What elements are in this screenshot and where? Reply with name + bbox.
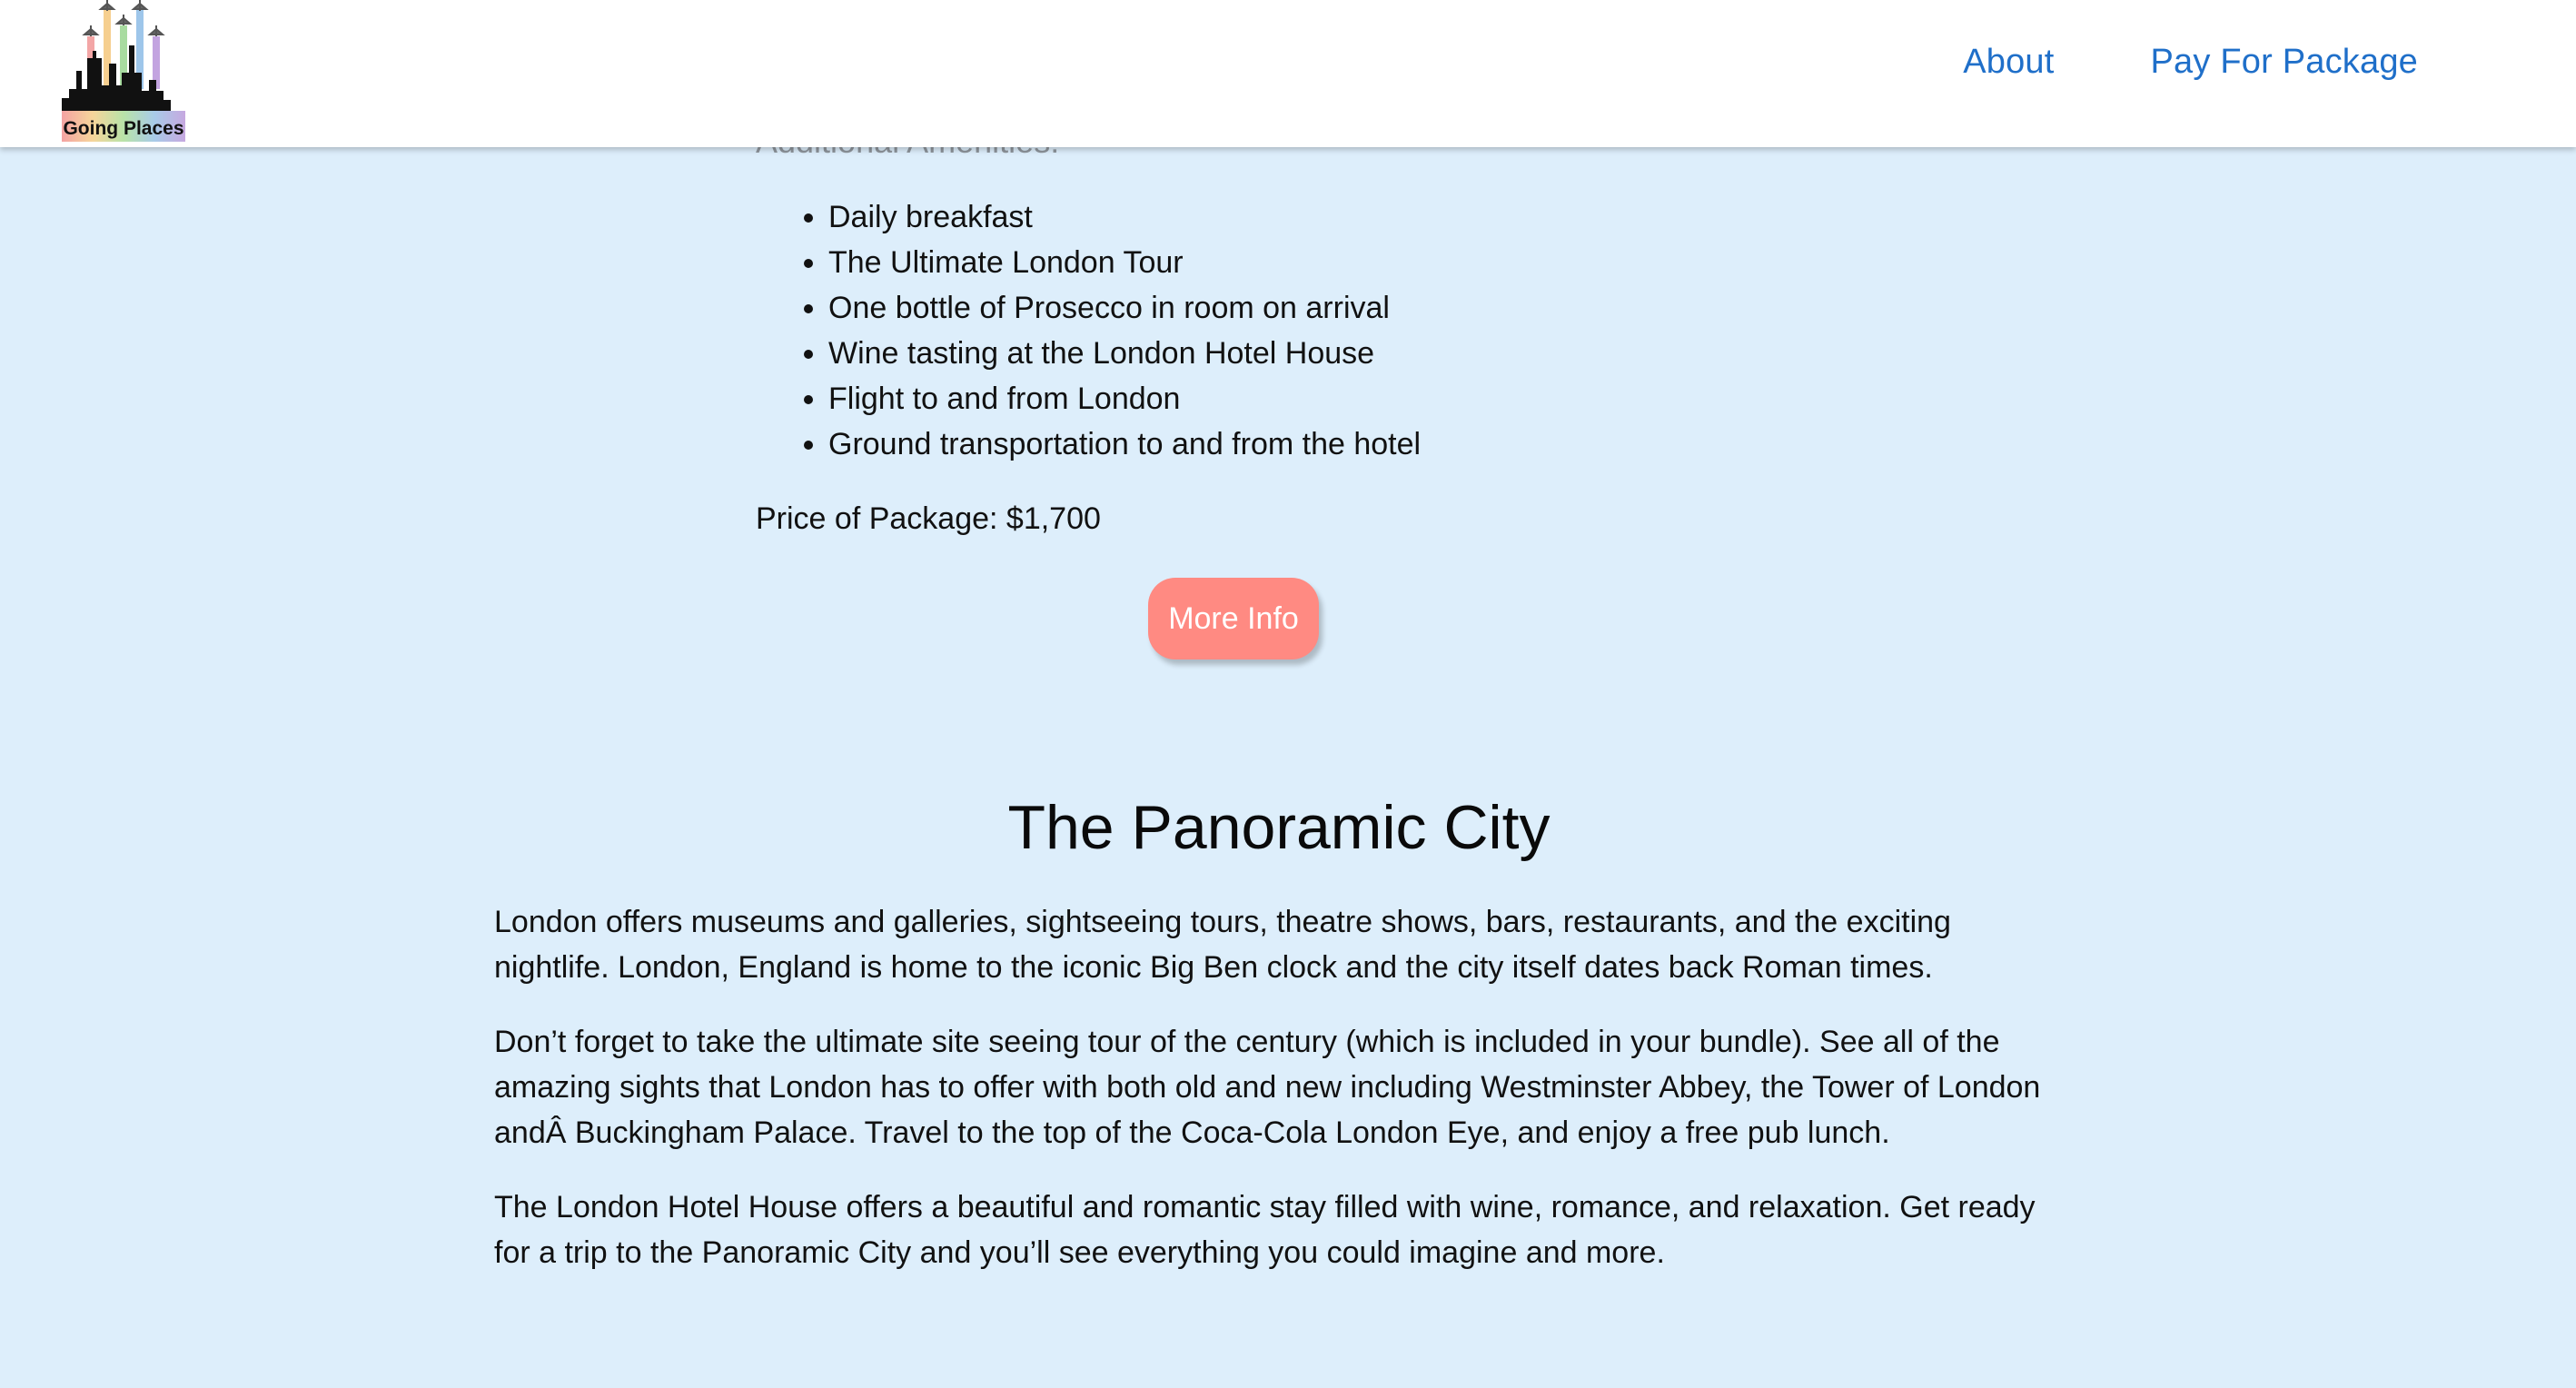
section-paragraph: The London Hotel House offers a beautiful and romantic stay filled with wine, romance, and relaxation. Get ready for a trip to the Panoramic City and you’ll see everything you could imagine and more.	[494, 1190, 2036, 1270]
package-price: Price of Package: $1,700	[756, 501, 1101, 536]
amenity-item: • One bottle of Prosecco in room on arrival	[828, 285, 1421, 331]
main-nav	[1963, 0, 2576, 124]
nav-pay-for-package-link[interactable]: Pay For Package	[2150, 42, 2418, 81]
amenity-item: • Daily breakfast	[828, 194, 1421, 240]
section-paragraph: Don’t forget to take the ultimate site seeing tour of the century (which is included in your bundle). See all of the amazing sights that London has to offer with both old and new including Westminster Abbey, the Tower of London andÂ Buckingham Palace. Travel to the top of the Coca-Cola London Eye, and enjoy a free pub lunch.	[494, 1025, 2041, 1150]
more-info-button[interactable]: More Info	[1148, 578, 1319, 659]
amenity-item: • The Ultimate London Tour	[828, 240, 1421, 285]
amenity-item: • Ground transportation to and from the hotel	[828, 421, 1421, 467]
amenity-item: • Flight to and from London	[828, 376, 1421, 421]
section-body	[494, 899, 2056, 1304]
logo-text: Going Places	[63, 118, 184, 139]
section-paragraph: London offers museums and galleries, sightseeing tours, theatre shows, bars, restaurants, and the exciting nightlife. London, England is home to the iconic Big Ben clock and the city itself dates back Roman times.	[494, 905, 1951, 985]
nav-about-link[interactable]: About	[1963, 42, 2055, 81]
going-places-logo[interactable]	[60, 0, 187, 144]
amenities-list	[756, 194, 1421, 467]
logo-skyline-icon	[60, 0, 187, 144]
amenity-item: • Wine tasting at the London Hotel House	[828, 331, 1421, 376]
section-title: The Panoramic City	[1007, 793, 1551, 862]
site-header	[0, 0, 2576, 147]
